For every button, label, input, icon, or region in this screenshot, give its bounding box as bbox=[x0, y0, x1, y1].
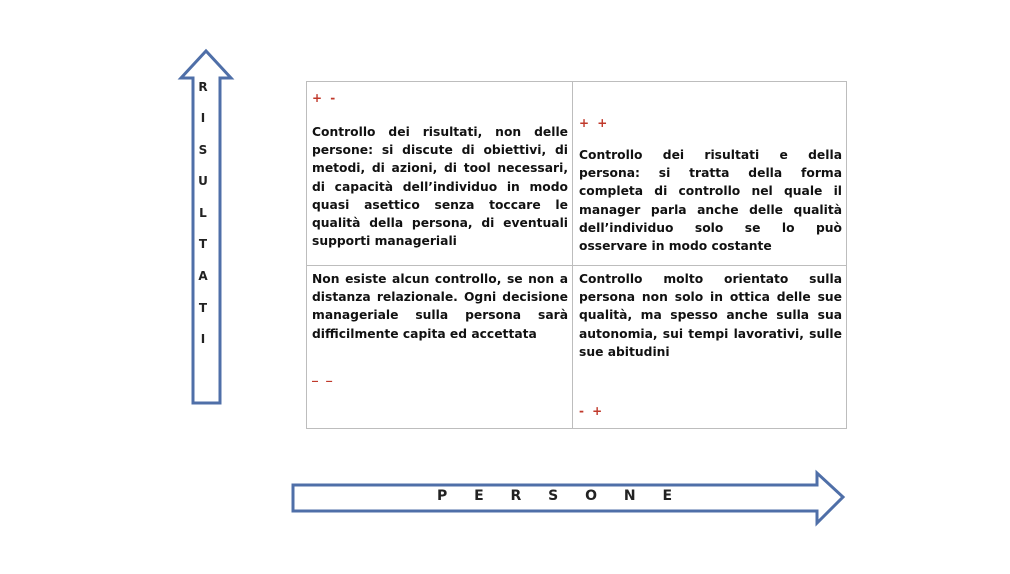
quadrant-sign: _ _ bbox=[312, 368, 335, 382]
quadrant-text: Non esiste alcun controllo, se non a distanza relazionale. Ogni decisione manageriale sulla persona sarà difficilmente capita ed accettata bbox=[312, 272, 568, 341]
quadrant-text: Controllo molto orientato sulla persona non solo in ottica delle sue qualità, ma spesso anche sulla sua autonomia, sui tempi lavorativi, sulle sue abitudini bbox=[579, 272, 842, 359]
axis-letter: U bbox=[198, 174, 208, 188]
vertical-axis-arrow bbox=[181, 51, 231, 403]
quadrant-sign: + + bbox=[579, 116, 610, 130]
horizontal-axis-label: P E R S O N E bbox=[436, 488, 684, 504]
quadrant-sign: - + bbox=[579, 404, 605, 418]
axis-letter: S bbox=[198, 143, 208, 157]
axis-letter: I bbox=[200, 111, 206, 125]
quadrant-text: Controllo dei risultati, non delle persone: si discute di obiettivi, di metodi, di azioni, di tool necessari, di capacità dell’individuo in modo quasi asettico senza toccare le qualità della persona, di eventuali supporti manageriali bbox=[312, 125, 568, 249]
grid-divider-horizontal bbox=[306, 265, 847, 266]
quadrant-sign: + - bbox=[312, 91, 338, 105]
axis-letter: T bbox=[198, 237, 208, 251]
quadrant-bottom-right bbox=[579, 270, 842, 418]
grid-divider-vertical bbox=[572, 81, 573, 429]
axis-letter: L bbox=[199, 206, 207, 220]
axis-letter: T bbox=[198, 301, 208, 315]
quadrant-top-left bbox=[312, 91, 568, 250]
axis-letter: R bbox=[198, 80, 208, 94]
quadrant-text: Controllo dei risultati e della persona: si tratta della forma completa di controllo nel quale il manager parla anche delle qualità dell’individuo solo se lo può osservare in modo costante bbox=[579, 148, 842, 254]
quadrant-top-right bbox=[579, 116, 842, 255]
axis-letter: A bbox=[198, 269, 208, 283]
quadrant-bottom-left bbox=[312, 270, 568, 382]
axis-letter: I bbox=[200, 332, 206, 346]
